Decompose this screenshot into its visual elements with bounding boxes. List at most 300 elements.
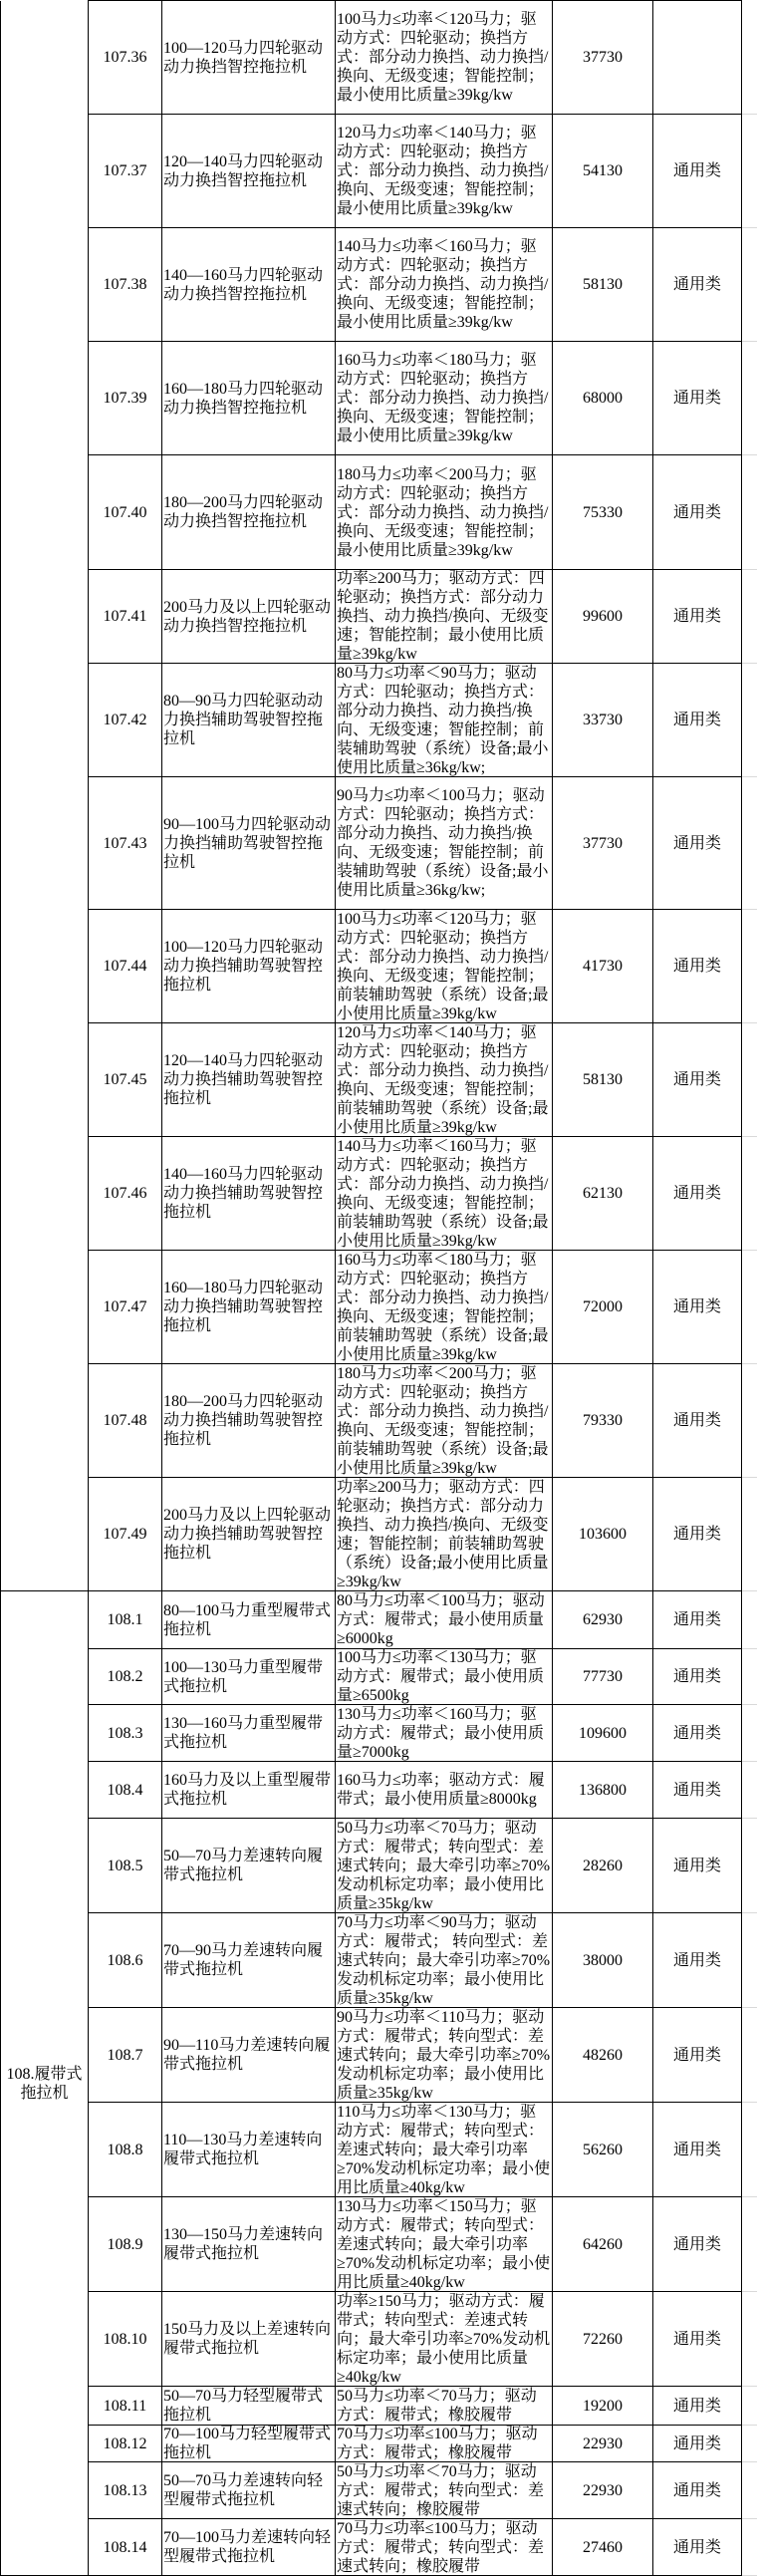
spec-cell [336,115,553,228]
item-spec: 70马力≤功率≤100马力；驱动方式：履带式；转向型式：差速式转向；橡胶履带 [337,2519,545,2575]
price-cell [553,1023,653,1137]
item-spec: 110马力≤功率＜130马力；驱动方式：履带式；转向型式：差速式转向；最大牵引功率≥70%发动机标定功率；最小使用比质量≥40kg/kw [337,2103,551,2196]
code-cell [89,2197,162,2292]
item-spec: 70马力≤功率≤100马力；驱动方式：履带式；橡胶履带 [337,2426,538,2461]
spec-cell [336,1591,553,1649]
item-code: 107.40 [103,503,147,521]
code-cell [89,1819,162,1913]
type-cell [653,1,742,115]
item-type: 通用类 [672,1668,721,1685]
type-cell [653,2103,742,2197]
name-cell [162,1478,336,1591]
code-cell [89,664,162,777]
price-cell [553,1,653,115]
table-row [1,2292,757,2387]
price-cell [553,2292,653,2387]
price-cell [553,1762,653,1819]
sheet-gridline [742,1478,757,1591]
item-name: 70—100马力轻型履带式拖拉机 [163,2426,332,2461]
item-spec: 140马力≤功率＜160马力；驱动方式：四轮驱动；换挡方式：部分动力换挡、动力换挡/换向、无级变速；智能控制；前装辅助驾驶（系统）设备;最小使用比质量≥39kg/kw [337,1137,549,1250]
item-code: 107.38 [103,276,147,293]
type-cell [653,342,742,455]
item-price: 109600 [579,1724,627,1742]
item-spec: 100马力≤功率＜120马力；驱动方式：四轮驱动；换挡方式：部分动力换挡、动力换挡/换向、无级变速；智能控制；前装辅助驾驶（系统）设备;最小使用比质量≥39kg/kw [337,910,549,1022]
code-cell [89,1364,162,1478]
sheet-gridline [742,1364,757,1478]
item-price: 56260 [583,2141,623,2158]
table-row [1,1251,757,1364]
spec-cell [336,1478,553,1591]
spec-cell [336,2103,553,2197]
spec-cell [336,1,553,115]
item-type: 通用类 [672,2481,721,2499]
item-price: 79330 [583,1412,623,1429]
table-row [1,910,757,1023]
table-row [1,115,757,228]
code-cell [89,228,162,342]
type-cell [653,455,742,570]
code-cell [89,455,162,570]
type-cell [653,1023,742,1137]
item-name: 160—180马力四轮驱动动力换挡智控拖拉机 [163,380,324,417]
price-cell [553,2197,653,2292]
sheet-gridline [742,2103,757,2197]
name-cell [162,1591,336,1649]
item-code: 107.36 [103,49,147,66]
item-name: 130—150马力差速转向履带式拖拉机 [163,2226,324,2262]
name-cell [162,570,336,664]
item-type: 通用类 [672,1412,721,1429]
price-cell [553,1137,653,1251]
item-name: 100—120马力四轮驱动动力换挡智控拖拉机 [163,39,324,76]
name-cell [162,2462,336,2519]
item-price: 62930 [583,1611,623,1628]
spec-cell [336,1137,553,1251]
spec-cell [336,910,553,1023]
spec-cell [336,2426,553,2462]
table-row [1,1478,757,1591]
spec-cell [336,1913,553,2008]
spec-cell [336,342,553,455]
item-name: 180—200马力四轮驱动动力换挡智控拖拉机 [163,494,324,530]
sheet-gridline [742,2292,757,2387]
table-row [1,228,757,342]
name-cell [162,228,336,342]
spec-cell [336,2462,553,2519]
item-type: 通用类 [672,2141,721,2158]
name-cell [162,664,336,777]
type-cell [653,2462,742,2519]
sheet-gridline [742,777,757,910]
item-type: 通用类 [672,2235,721,2253]
item-type: 通用类 [672,2538,721,2556]
price-cell [553,777,653,910]
item-name: 120—140马力四轮驱动动力换挡辅助驾驶智控拖拉机 [163,1052,324,1107]
item-name: 70—100马力差速转向轻型履带式拖拉机 [163,2529,332,2565]
item-spec: 160马力≤功率＜180马力；驱动方式：四轮驱动；换挡方式：部分动力换挡、动力换挡/换向、无级变速；智能控制；最小使用比质量≥39kg/kw [337,352,549,444]
price-cell [553,1705,653,1762]
item-price: 58130 [583,1071,623,1088]
type-cell [653,1762,742,1819]
sheet-gridline [742,455,757,570]
code-cell [89,2292,162,2387]
sheet-gridline [742,1023,757,1137]
item-code: 107.37 [103,162,147,179]
item-price: 136800 [579,1781,627,1799]
name-cell [162,342,336,455]
item-spec: 130马力≤功率＜160马力；驱动方式：履带式；最小使用质量≥7000kg [337,1705,545,1761]
item-name: 150马力及以上差速转向履带式拖拉机 [163,2321,332,2357]
item-type: 通用类 [672,1724,721,1742]
item-price: 72260 [583,2330,623,2348]
item-code: 108.10 [103,2330,147,2348]
item-spec: 80马力≤功率＜100马力；驱动方式：履带式；最小使用质量≥6000kg [337,1592,545,1647]
item-code: 108.5 [107,1857,143,1874]
item-spec: 100马力≤功率＜120马力；驱动方式：四轮驱动；换挡方式：部分动力换挡、动力换挡/换向、无级变速；智能控制；最小使用比质量≥39kg/kw [337,11,549,104]
item-price: 37730 [583,834,623,852]
table-row [1,570,757,664]
item-code: 108.7 [107,2046,143,2064]
item-code: 108.13 [103,2481,147,2499]
item-spec: 120马力≤功率＜140马力；驱动方式：四轮驱动；换挡方式：部分动力换挡、动力换挡/换向、无级变速；智能控制；最小使用比质量≥39kg/kw [337,125,549,217]
item-price: 27460 [583,2538,623,2556]
code-cell [89,1705,162,1762]
item-type: 通用类 [672,2046,721,2064]
type-cell [653,1478,742,1591]
sheet-gridline [742,115,757,228]
item-code: 107.49 [103,1526,147,1543]
type-cell [653,1137,742,1251]
item-type: 通用类 [672,834,721,852]
item-name: 90—110马力差速转向履带式拖拉机 [163,2037,331,2073]
sheet-gridline [742,228,757,342]
price-cell [553,2103,653,2197]
table-row [1,1819,757,1913]
table-row [1,2426,757,2462]
item-spec: 100马力≤功率＜130马力；驱动方式：履带式；最小使用质量≥6500kg [337,1649,545,1704]
item-spec: 80马力≤功率＜90马力；驱动方式：四轮驱动；换挡方式：部分动力换挡、动力换挡/换向、无级变速；智能控制；前装辅助驾驶（系统）设备;最小使用比质量≥36kg/kw; [337,664,549,776]
sheet-gridline [742,1705,757,1762]
item-spec: 50马力≤功率＜70马力；驱动方式：履带式；转向型式：差速式转向；橡胶履带 [337,2462,545,2518]
spec-cell [336,1762,553,1819]
sheet-gridline [742,910,757,1023]
item-price: 37730 [583,49,623,66]
item-price: 64260 [583,2235,623,2253]
item-name: 50—70马力轻型履带式拖拉机 [163,2388,324,2424]
item-price: 72000 [583,1298,623,1315]
item-type: 通用类 [672,608,721,625]
item-code: 107.41 [103,608,147,625]
price-cell [553,1819,653,1913]
name-cell [162,2197,336,2292]
item-code: 108.9 [107,2235,143,2253]
item-type: 通用类 [672,1526,721,1543]
name-cell [162,910,336,1023]
item-spec: 功率≥200马力；驱动方式：四轮驱动；换挡方式：部分动力换挡、动力换挡/换向、无级变速；智能控制；最小使用比质量≥39kg/kw [337,570,549,663]
item-price: 99600 [583,608,623,625]
type-cell [653,1591,742,1649]
item-price: 41730 [583,958,623,975]
name-cell [162,1251,336,1364]
code-cell [89,1913,162,2008]
sheet-gridline [742,1819,757,1913]
name-cell [162,1913,336,2008]
item-spec: 50马力≤功率＜70马力；驱动方式：履带式；转向型式：差速式转向；最大牵引功率≥70%发动机标定功率；最小使用比质量≥35kg/kw [337,1819,551,1912]
item-spec: 90马力≤功率＜100马力；驱动方式：四轮驱动；换挡方式：部分动力换挡、动力换挡/换向、无级变速；智能控制；前装辅助驾驶（系统）设备;最小使用比质量≥36kg/kw; [337,787,549,899]
item-type: 通用类 [672,162,721,179]
code-cell [89,1251,162,1364]
type-cell [653,1913,742,2008]
price-cell [553,1478,653,1591]
item-code: 107.44 [103,958,147,975]
type-cell [653,2292,742,2387]
item-name: 200马力及以上四轮驱动动力换挡智控拖拉机 [163,598,332,635]
sheet-gridline [742,1913,757,2008]
type-cell [653,2426,742,2462]
name-cell [162,1364,336,1478]
spec-cell [336,1705,553,1762]
category-cell [1,1,89,1591]
item-type: 通用类 [672,1071,721,1088]
item-name: 200马力及以上四轮驱动动力换挡辅助驾驶智控拖拉机 [163,1507,332,1562]
table-row [1,455,757,570]
price-cell [553,1251,653,1364]
code-cell [89,777,162,910]
price-cell [553,1364,653,1478]
price-cell [553,570,653,664]
price-cell [553,2519,653,2576]
spec-cell [336,455,553,570]
sheet-gridline [742,2387,757,2426]
price-cell [553,910,653,1023]
price-cell [553,2387,653,2426]
type-cell [653,1251,742,1364]
item-spec: 功率≥150马力；驱动方式：履带式；转向型式：差速式转向；最大牵引功率≥70%发动机标定功率；最小使用比质量≥40kg/kw [337,2292,551,2386]
item-type: 通用类 [672,958,721,975]
category-cell [1,1591,89,2576]
item-name: 110—130马力差速转向履带式拖拉机 [163,2132,323,2167]
code-cell [89,910,162,1023]
item-code: 108.4 [107,1781,143,1799]
item-type: 通用类 [672,1611,721,1628]
item-type: 通用类 [672,2434,721,2452]
table-row [1,1137,757,1251]
type-cell [653,664,742,777]
spec-cell [336,777,553,910]
code-cell [89,1,162,115]
price-cell [553,1649,653,1705]
spec-cell [336,228,553,342]
item-price: 28260 [583,1857,623,1874]
item-type: 通用类 [672,1781,721,1799]
sheet-gridline [742,2008,757,2103]
item-name: 140—160马力四轮驱动动力换挡智控拖拉机 [163,266,324,303]
item-name: 100—120马力四轮驱动动力换挡辅助驾驶智控拖拉机 [163,939,324,994]
item-name: 140—160马力四轮驱动动力换挡辅助驾驶智控拖拉机 [163,1166,324,1221]
type-cell [653,1364,742,1478]
code-cell [89,570,162,664]
item-name: 80—90马力四轮驱动动力换挡辅助驾驶智控拖拉机 [163,693,324,747]
item-name: 70—90马力差速转向履带式拖拉机 [163,1942,324,1978]
item-price: 68000 [583,390,623,407]
item-code: 107.45 [103,1071,147,1088]
item-spec: 180马力≤功率＜200马力；驱动方式：四轮驱动；换挡方式：部分动力换挡、动力换挡/换向、无级变速；智能控制；最小使用比质量≥39kg/kw [337,465,549,559]
name-cell [162,1762,336,1819]
item-code: 108.11 [103,2397,147,2415]
sheet-gridline [742,2519,757,2576]
spec-cell [336,1819,553,1913]
code-cell [89,1478,162,1591]
item-type: 通用类 [672,1298,721,1315]
spec-cell [336,2387,553,2426]
table-row [1,2103,757,2197]
item-name: 160马力及以上重型履带式拖拉机 [163,1772,332,1808]
code-cell [89,342,162,455]
item-code: 108.2 [107,1668,143,1685]
code-cell [89,2387,162,2426]
item-type: 通用类 [672,503,721,521]
item-name: 80—100马力重型履带式拖拉机 [163,1601,332,1638]
item-code: 108.3 [107,1724,143,1742]
spec-cell [336,2519,553,2576]
table-row [1,1,757,115]
item-price: 22930 [583,2481,623,2499]
code-cell [89,2008,162,2103]
table-row [1,1591,757,1649]
type-cell [653,1649,742,1705]
price-cell [553,115,653,228]
item-type: 通用类 [672,2330,721,2348]
sheet-gridline [742,2426,757,2462]
sheet-gridline [742,1,757,115]
price-cell [553,2426,653,2462]
table-row [1,1762,757,1819]
table-row [1,2197,757,2292]
name-cell [162,115,336,228]
table-row [1,342,757,455]
table-row [1,1705,757,1762]
code-cell [89,2426,162,2462]
item-price: 19200 [583,2397,623,2415]
name-cell [162,2387,336,2426]
name-cell [162,2426,336,2462]
name-cell [162,2292,336,2387]
type-cell [653,777,742,910]
item-name: 50—70马力差速转向履带式拖拉机 [163,1848,324,1883]
item-type: 通用类 [672,1951,721,1969]
name-cell [162,1,336,115]
table-row [1,1023,757,1137]
table-row [1,2008,757,2103]
price-cell [553,1913,653,2008]
code-cell [89,2519,162,2576]
item-type: 通用类 [672,2397,721,2415]
sheet-gridline [742,1649,757,1705]
name-cell [162,455,336,570]
type-cell [653,2008,742,2103]
item-code: 107.43 [103,834,147,852]
type-cell [653,228,742,342]
item-type: 通用类 [672,1857,721,1874]
item-code: 107.48 [103,1412,147,1429]
item-name: 120—140马力四轮驱动动力换挡智控拖拉机 [163,152,324,189]
table-row [1,1649,757,1705]
item-type: 通用类 [672,276,721,293]
type-cell [653,2197,742,2292]
item-code: 108.12 [103,2434,147,2452]
item-price: 77730 [583,1668,623,1685]
item-spec: 160马力≤功率；驱动方式：履带式；最小使用质量≥8000kg [337,1772,545,1808]
spec-cell [336,1364,553,1478]
item-code: 108.8 [107,2141,143,2158]
item-code: 107.47 [103,1298,147,1315]
table-row [1,777,757,910]
spec-cell [336,664,553,777]
item-spec: 90马力≤功率＜110马力；驱动方式：履带式；转向型式：差速式转向；最大牵引功率≥70%发动机标定功率；最小使用比质量≥35kg/kw [337,2008,551,2102]
name-cell [162,777,336,910]
type-cell [653,570,742,664]
item-price: 33730 [583,712,623,728]
price-cell [553,664,653,777]
item-spec: 140马力≤功率＜160马力；驱动方式：四轮驱动；换挡方式：部分动力换挡、动力换挡/换向、无级变速；智能控制；最小使用比质量≥39kg/kw [337,238,549,331]
spec-cell [336,1251,553,1364]
price-cell [553,2462,653,2519]
table-row [1,664,757,777]
item-price: 58130 [583,276,623,293]
item-spec: 160马力≤功率＜180马力；驱动方式：四轮驱动；换挡方式：部分动力换挡、动力换挡/换向、无级变速；智能控制；前装辅助驾驶（系统）设备;最小使用比质量≥39kg/kw [337,1251,549,1363]
item-code: 108.6 [107,1951,143,1969]
price-cell [553,342,653,455]
item-name: 90—100马力四轮驱动动力换挡辅助驾驶智控拖拉机 [163,815,332,871]
spec-cell [336,2008,553,2103]
name-cell [162,1649,336,1705]
item-code: 107.46 [103,1185,147,1202]
category-label: 108.履带式拖拉机 [6,2065,83,2102]
table-row [1,1913,757,2008]
price-cell [553,2008,653,2103]
item-name: 50—70马力差速转向轻型履带式拖拉机 [163,2472,324,2508]
table-row [1,2519,757,2576]
spec-cell [336,1649,553,1705]
name-cell [162,2519,336,2576]
item-spec: 50马力≤功率＜70马力；驱动方式：履带式；橡胶履带 [337,2388,537,2424]
item-name: 180—200马力四轮驱动动力换挡辅助驾驶智控拖拉机 [163,1393,324,1448]
item-code: 108.14 [103,2538,147,2556]
name-cell [162,1023,336,1137]
sheet-gridline [742,1251,757,1364]
item-code: 107.39 [103,390,147,407]
table-row [1,2387,757,2426]
name-cell [162,2008,336,2103]
type-cell [653,2519,742,2576]
code-cell [89,2103,162,2197]
name-cell [162,2103,336,2197]
spec-cell [336,1023,553,1137]
spec-cell [336,570,553,664]
item-price: 48260 [583,2046,623,2064]
sheet-gridline [742,2462,757,2519]
item-type: 通用类 [672,1185,721,1202]
item-price: 54130 [583,162,623,179]
item-spec: 180马力≤功率＜200马力；驱动方式：四轮驱动；换挡方式：部分动力换挡、动力换挡/换向、无级变速；智能控制；前装辅助驾驶（系统）设备;最小使用比质量≥39kg/kw [337,1364,549,1477]
table-row [1,1364,757,1478]
spec-cell [336,2292,553,2387]
code-cell [89,115,162,228]
item-price: 62130 [583,1185,623,1202]
item-spec: 70马力≤功率＜90马力；驱动方式：履带式； 转向型式：差速式转向；最大牵引功率≥70%发动机标定功率；最小使用比质量≥35kg/kw [337,1913,551,2007]
item-type: 通用类 [672,390,721,407]
item-name: 130—160马力重型履带式拖拉机 [163,1715,324,1751]
